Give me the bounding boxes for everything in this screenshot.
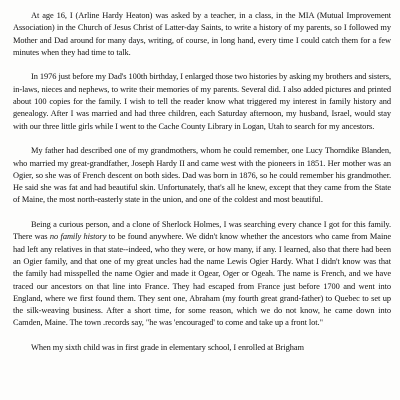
paragraph-3 [13, 145, 391, 206]
paragraph-1 [13, 10, 391, 59]
text-run: At age 16, I (Arline Hardy Heaton) was asked by a teacher, in a class, in the MIA (Mutual Improvement Association) in the Church of Jesus Christ of Latter-day Saints, to write a history of my parents, so I followed my Mother and Dad around for many days, writing, of course, in long hand, every time I could catch them for a few minutes when they had time to talk. [13, 11, 391, 57]
text-run: My father had described one of my grandmothers, whom he could remember, one Lucy Thorndike Blanden, who married my great-grandfather, Joseph Hardy II and came west with the pioneers in 1851. Her mother was an Ogier, so she was of French descent on both sides. Dad was born in 1876, so he could remember his grandmother. He said she was fat and had beautiful skin. Unfortunately, that's all he knew, except that they came from the State of Maine, the most north-easterly state in the union, and one of the coldest and most beautiful. [13, 146, 391, 205]
text-run: In 1976 just before my Dad's 100th birthday, I enlarged those two histories by asking my brothers and sisters, in-laws, nieces and nephews, to write their memories of my parents. Several did. I also added pictures and printed about 100 copies for the family. I wish to tell the reader know what triggered my interest in family history and genealogy. After I was married and had three children, each Saturday afternoon, my husband, Israel, would stay with our three little girls while I went to the Cache County Library in Logan, Utah to search for my ancestors. [13, 72, 391, 131]
paragraph-4 [13, 219, 391, 330]
text-run: to be found anywhere. We didn't know whether the ancestors who came from Maine had left any relatives in that state--indeed, who they were, or how many, if any. I learned, also that there had been an Ogier family, and that one of my great uncles had the name Lewis Ogier Hardy. What I didn't know was that the family had misspelled the name Ogier and made it Ogear, Oger or Ogeah. The name is French, and we have traced our ancestors on that line into France. They had escaped from France just before 1700 and went into England, where we first found them. They sent one, Abraham (my fourth great grand-father) to Quebec to set up the silk-weaving business. After a short time, for some reason, which we do not know, he came down into Camden, Maine. The town .records say, "he was 'encouraged' to come and take up a front lot." [13, 232, 391, 328]
document-body [13, 10, 391, 367]
paragraph-2 [13, 71, 391, 132]
paragraph-5 [13, 342, 391, 354]
text-run: When my sixth child was in first grade in elementary school, I enrolled at Brigham [31, 343, 305, 353]
text-run-italic: no family history [49, 232, 107, 242]
text-run: Being a curious person, and a clone of Sherlock Holmes, I was searching every chance I got for this family. There was [13, 220, 391, 242]
